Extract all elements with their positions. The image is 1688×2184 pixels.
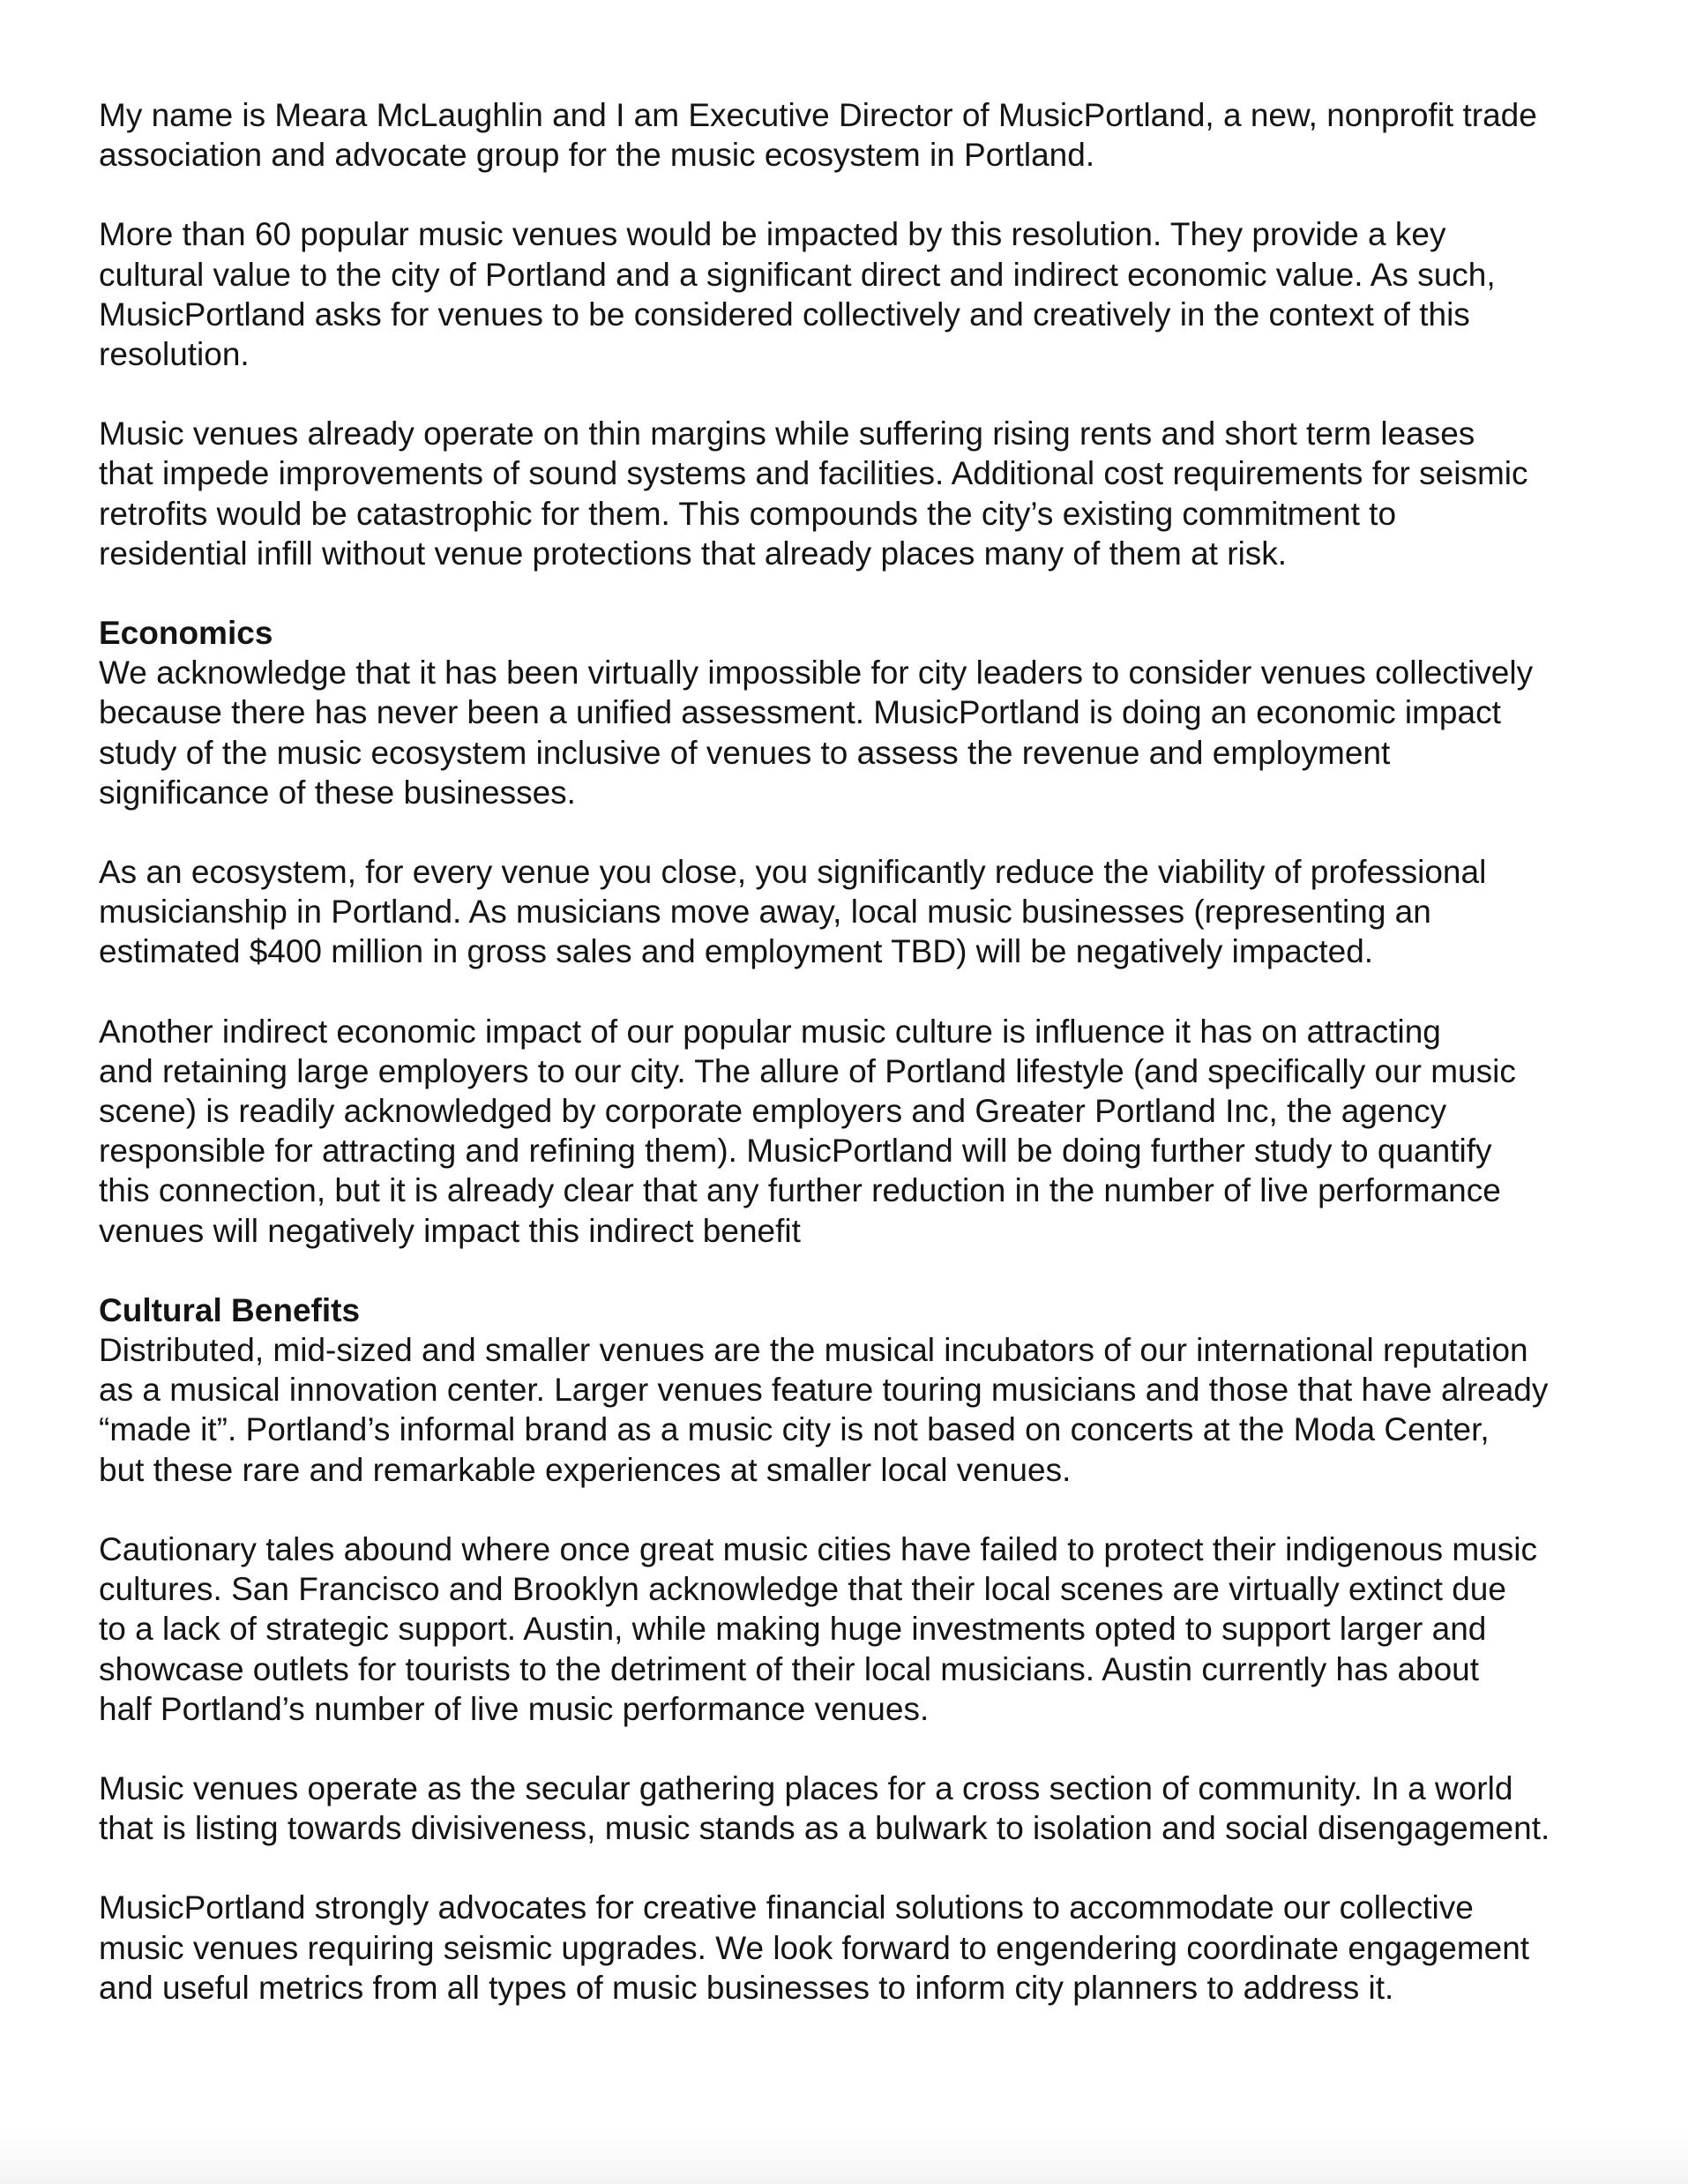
text-line: to a lack of strategic support. Austin, while making huge investments opted to support larger and — [99, 1611, 1487, 1648]
indirect-impact-paragraph — [99, 1012, 1598, 1251]
text-line: as a musical innovation center. Larger venues feature touring musicians and those that have already — [99, 1372, 1549, 1409]
text-line: retrofits would be catastrophic for them. This compounds the city’s existing commitment to — [99, 495, 1397, 532]
cultural-section-first — [99, 1290, 1598, 1490]
advocacy-paragraph — [99, 1888, 1598, 2008]
page-bottom-shade — [0, 2131, 1688, 2184]
cautionary-tales-paragraph — [99, 1530, 1598, 1729]
text-line: and retaining large employers to our city. The allure of Portland lifestyle (and specifically our music — [99, 1052, 1516, 1089]
text-line: Cautionary tales abound where once great music cities have failed to protect their indigenous music — [99, 1530, 1537, 1567]
text-line: musicianship in Portland. As musicians move away, local music businesses (representing an — [99, 894, 1431, 931]
text-line: residential infill without venue protections that already places many of them at risk. — [99, 535, 1288, 572]
text-line: cultures. San Francisco and Brooklyn acknowledge that their local scenes are virtually extinct due — [99, 1571, 1506, 1608]
text-line: study of the music ecosystem inclusive of venues to assess the revenue and employment — [99, 734, 1391, 771]
thin-margins-paragraph — [99, 414, 1598, 573]
cultural-benefits-heading: Cultural Benefits — [99, 1291, 361, 1328]
ecosystem-paragraph — [99, 852, 1598, 972]
venues-impact-paragraph — [99, 214, 1598, 374]
document-body — [99, 95, 1598, 2008]
text-line: cultural value to the city of Portland and a significant direct and indirect economic value. As such, — [99, 256, 1496, 293]
text-line: and useful metrics from all types of music businesses to inform city planners to address it. — [99, 1969, 1394, 2006]
text-line: significance of these businesses. — [99, 774, 576, 811]
text-line: that is listing towards divisiveness, music stands as a bulwark to isolation and social disengagement. — [99, 1810, 1550, 1847]
text-line: this connection, but it is already clear that any further reduction in the number of live performance — [99, 1172, 1501, 1209]
text-line: Distributed, mid-sized and smaller venues are the musical incubators of our international reputation — [99, 1332, 1528, 1369]
text-line: that impede improvements of sound systems and facilities. Additional cost requirements for seismic — [99, 455, 1528, 492]
text-line: My name is Meara McLaughlin and I am Executive Director of MusicPortland, a new, nonprofit trade — [99, 97, 1537, 133]
gathering-places-paragraph — [99, 1769, 1598, 1848]
text-line: venues will negatively impact this indirect benefit — [99, 1212, 801, 1249]
text-line: half Portland’s number of live music performance venues. — [99, 1690, 930, 1727]
text-line: responsible for attracting and refining them). MusicPortland will be doing further study to quantify — [99, 1133, 1492, 1170]
text-line: Music venues operate as the secular gathering places for a cross section of community. In a world — [99, 1769, 1513, 1806]
text-line: music venues requiring seismic upgrades. We look forward to engendering coordinate engagement — [99, 1929, 1530, 1966]
text-line: showcase outlets for tourists to the detriment of their local musicians. Austin currently has about — [99, 1650, 1480, 1687]
text-line: association and advocate group for the music ecosystem in Portland. — [99, 137, 1095, 174]
text-line: scene) is readily acknowledged by corporate employers and Greater Portland Inc, the agency — [99, 1093, 1447, 1130]
text-line: MusicPortland asks for venues to be considered collectively and creatively in the context of this — [99, 295, 1470, 333]
text-line: estimated $400 million in gross sales and employment TBD) will be negatively impacted. — [99, 933, 1374, 970]
intro-paragraph — [99, 95, 1598, 175]
text-line: “made it”. Portland’s informal brand as a music city is not based on concerts at the Moda Center, — [99, 1411, 1490, 1448]
text-line: As an ecosystem, for every venue you close, you significantly reduce the viability of professional — [99, 854, 1487, 891]
text-line: but these rare and remarkable experiences at smaller local venues. — [99, 1451, 1072, 1488]
text-line: resolution. — [99, 336, 250, 373]
text-line: We acknowledge that it has been virtually impossible for city leaders to consider venues collectively — [99, 654, 1534, 692]
economics-section-first — [99, 613, 1598, 812]
text-line: MusicPortland strongly advocates for creative financial solutions to accommodate our collective — [99, 1889, 1474, 1926]
economics-heading: Economics — [99, 615, 273, 652]
text-line: because there has never been a unified assessment. MusicPortland is doing an economic impact — [99, 694, 1501, 731]
text-line: Music venues already operate on thin margins while suffering rising rents and short term leases — [99, 415, 1475, 453]
text-line: Another indirect economic impact of our popular music culture is influence it has on attracting — [99, 1013, 1441, 1050]
text-line: More than 60 popular music venues would be impacted by this resolution. They provide a key — [99, 216, 1446, 253]
